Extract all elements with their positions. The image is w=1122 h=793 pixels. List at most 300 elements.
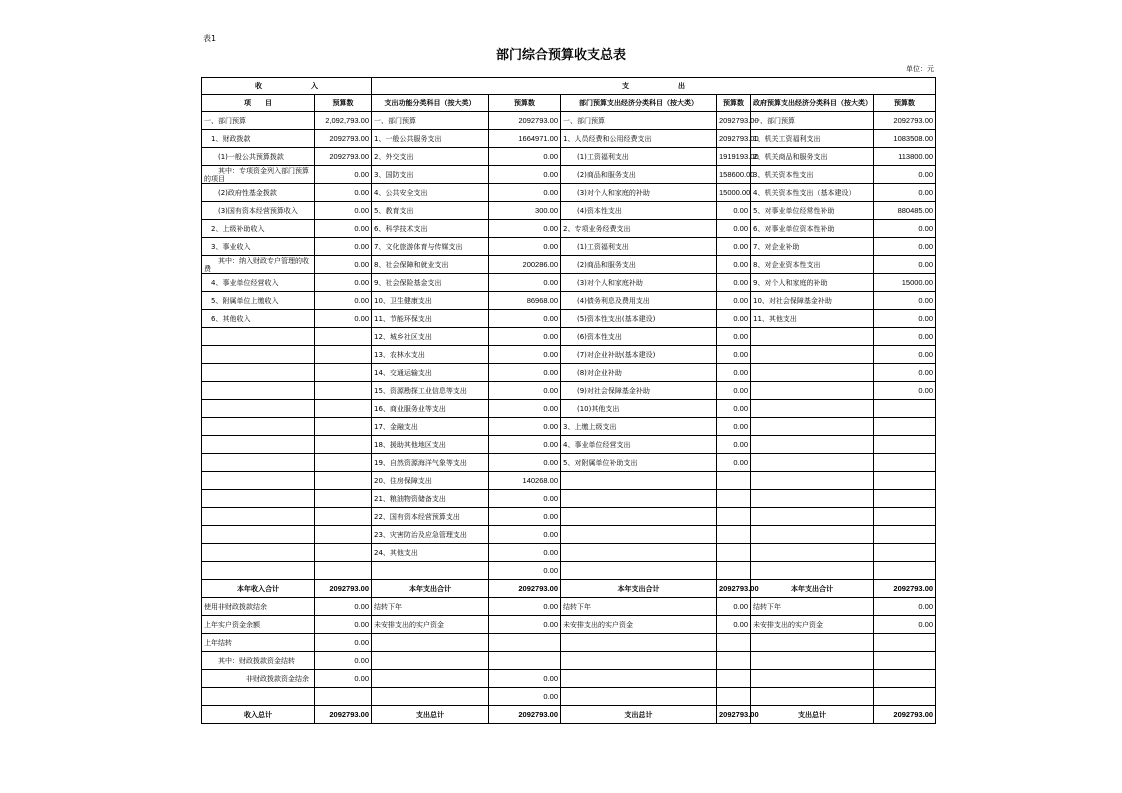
item-cell: [372, 652, 489, 670]
unit-label: 单位：元: [906, 65, 934, 73]
amount-cell: 0.00: [489, 490, 561, 508]
item-cell: [202, 436, 315, 454]
item-cell: (6)资本性支出: [561, 328, 717, 346]
item-cell: 8、对企业资本性支出: [751, 256, 874, 274]
table-row: [202, 256, 936, 274]
item-cell: 未安排支出的实户资金: [372, 616, 489, 634]
amount-cell: 0.00: [717, 328, 751, 346]
item-cell: 4、公共安全支出: [372, 184, 489, 202]
table-row: [202, 184, 936, 202]
amount-cell: [874, 562, 936, 580]
amount-cell: 0.00: [315, 670, 372, 688]
item-cell: 使用非财政拨款结余: [202, 598, 315, 616]
amount-cell: [874, 418, 936, 436]
table-row: [202, 130, 936, 148]
item-cell: 1、财政拨款: [202, 130, 315, 148]
item-cell: [751, 634, 874, 652]
amount-cell: 0.00: [874, 166, 936, 184]
amount-cell: 0.00: [874, 598, 936, 616]
header-row-1: [202, 78, 936, 95]
amount-cell: 0.00: [717, 292, 751, 310]
amount-cell: 0.00: [717, 598, 751, 616]
amount-cell: 0.00: [489, 670, 561, 688]
amount-cell: 0.00: [489, 148, 561, 166]
amount-cell: 86968.00: [489, 292, 561, 310]
item-cell: [202, 688, 315, 706]
col-header-dept-econ: 部门预算支出经济分类科目（按大类）: [561, 95, 717, 112]
item-cell: [202, 454, 315, 472]
amount-cell: 2092793.00: [874, 706, 936, 724]
amount-cell: 0.00: [315, 184, 372, 202]
amount-cell: 0.00: [717, 346, 751, 364]
amount-cell: 0.00: [489, 220, 561, 238]
item-cell: [202, 472, 315, 490]
item-cell: 一、部门预算: [751, 112, 874, 130]
item-cell: (4)债务利息及费用支出: [561, 292, 717, 310]
expense-header: 支 出: [372, 78, 936, 95]
item-cell: [751, 436, 874, 454]
item-cell: 1、一般公共服务支出: [372, 130, 489, 148]
amount-cell: 0.00: [315, 166, 372, 184]
table-row: [202, 454, 936, 472]
item-cell: 14、交通运输支出: [372, 364, 489, 382]
item-cell: [202, 400, 315, 418]
item-cell: [202, 328, 315, 346]
amount-cell: [874, 508, 936, 526]
item-cell: 15、资源勘探工业信息等支出: [372, 382, 489, 400]
item-cell: 本年支出合计: [561, 580, 717, 598]
table-row: [202, 400, 936, 418]
amount-cell: 0.00: [315, 292, 372, 310]
item-cell: 4、事业单位经营支出: [561, 436, 717, 454]
item-cell: 5、对附属单位补助支出: [561, 454, 717, 472]
annual-total-row: [202, 580, 936, 598]
amount-cell: 0.00: [717, 364, 751, 382]
item-cell: [372, 562, 489, 580]
amount-cell: 0.00: [489, 364, 561, 382]
item-cell: (3)对个人和家庭的补助: [561, 184, 717, 202]
amount-cell: 0.00: [717, 382, 751, 400]
amount-cell: 0.00: [874, 184, 936, 202]
item-cell: [751, 526, 874, 544]
amount-cell: [717, 652, 751, 670]
amount-cell: [315, 454, 372, 472]
amount-cell: 0.00: [874, 256, 936, 274]
item-cell: (1)工资福利支出: [561, 148, 717, 166]
item-cell: [561, 562, 717, 580]
item-cell: [202, 544, 315, 562]
item-cell: [561, 634, 717, 652]
amount-cell: 0.00: [489, 508, 561, 526]
item-cell: 16、商业服务业等支出: [372, 400, 489, 418]
amount-cell: 0.00: [874, 382, 936, 400]
item-cell: 支出总计: [751, 706, 874, 724]
item-cell: [751, 472, 874, 490]
col-header-budget: 预算数: [874, 95, 936, 112]
amount-cell: 0.00: [315, 220, 372, 238]
amount-cell: 0.00: [489, 454, 561, 472]
amount-cell: [874, 544, 936, 562]
amount-cell: 15000.00: [874, 274, 936, 292]
item-cell: 结转下年: [561, 598, 717, 616]
page-title: 部门综合预算收支总表: [495, 48, 626, 63]
item-cell: 10、对社会保障基金补助: [751, 292, 874, 310]
table-row: [202, 652, 936, 670]
table-row: [202, 670, 936, 688]
item-cell: [751, 490, 874, 508]
item-cell: (3)国有资本经营预算收入: [202, 202, 315, 220]
item-cell: [751, 328, 874, 346]
amount-cell: [717, 490, 751, 508]
amount-cell: 200286.00: [489, 256, 561, 274]
item-cell: [202, 346, 315, 364]
amount-cell: [717, 544, 751, 562]
amount-cell: 0.00: [489, 346, 561, 364]
item-cell: (1)一般公共预算拨款: [202, 148, 315, 166]
amount-cell: [874, 652, 936, 670]
amount-cell: [315, 328, 372, 346]
amount-cell: 2092793.00: [717, 580, 751, 598]
item-cell: 支出总计: [372, 706, 489, 724]
item-cell: [561, 508, 717, 526]
item-cell: 6、对事业单位资本性补助: [751, 220, 874, 238]
amount-cell: 0.00: [489, 310, 561, 328]
amount-cell: 0.00: [717, 454, 751, 472]
table-row: [202, 418, 936, 436]
amount-cell: [315, 562, 372, 580]
item-cell: [202, 418, 315, 436]
item-cell: [202, 508, 315, 526]
item-cell: 一、部门预算: [372, 112, 489, 130]
item-cell: [561, 526, 717, 544]
amount-cell: 2092793.00: [315, 706, 372, 724]
amount-cell: [874, 454, 936, 472]
grand-total-row: [202, 706, 936, 724]
item-cell: 4、机关资本性支出（基本建设）: [751, 184, 874, 202]
item-cell: [561, 652, 717, 670]
amount-cell: 0.00: [489, 328, 561, 346]
item-cell: 5、对事业单位经常性补助: [751, 202, 874, 220]
item-cell: [561, 544, 717, 562]
amount-cell: 0.00: [874, 220, 936, 238]
item-cell: 7、对企业补助: [751, 238, 874, 256]
amount-cell: 0.00: [489, 688, 561, 706]
item-cell: [751, 670, 874, 688]
item-cell: [372, 688, 489, 706]
amount-cell: 0.00: [315, 598, 372, 616]
amount-cell: [315, 508, 372, 526]
item-cell: [561, 688, 717, 706]
amount-cell: 0.00: [874, 346, 936, 364]
amount-cell: 2092793.00: [717, 706, 751, 724]
item-cell: 一、部门预算: [561, 112, 717, 130]
item-cell: 本年收入合计: [202, 580, 315, 598]
item-cell: 20、住房保障支出: [372, 472, 489, 490]
item-cell: [751, 652, 874, 670]
item-cell: [751, 454, 874, 472]
item-cell: 12、城乡社区支出: [372, 328, 489, 346]
amount-cell: [315, 364, 372, 382]
table-row: [202, 562, 936, 580]
amount-cell: 0.00: [489, 526, 561, 544]
item-cell: 8、社会保障和就业支出: [372, 256, 489, 274]
amount-cell: [874, 490, 936, 508]
amount-cell: 2092793.00: [489, 112, 561, 130]
item-cell: [751, 400, 874, 418]
amount-cell: [315, 544, 372, 562]
item-cell: [372, 634, 489, 652]
amount-cell: 0.00: [315, 634, 372, 652]
amount-cell: 2092793.00: [717, 112, 751, 130]
amount-cell: [874, 472, 936, 490]
item-cell: 上年结转: [202, 634, 315, 652]
table-row: [202, 220, 936, 238]
table-row: [202, 166, 936, 184]
amount-cell: 0.00: [315, 652, 372, 670]
amount-cell: 0.00: [717, 202, 751, 220]
item-cell: 24、其他支出: [372, 544, 489, 562]
item-cell: (8)对企业补助: [561, 364, 717, 382]
item-cell: (2)商品和服务支出: [561, 256, 717, 274]
item-cell: 2、上级补助收入: [202, 220, 315, 238]
item-cell: (5)资本性支出(基本建设): [561, 310, 717, 328]
table-row: [202, 616, 936, 634]
item-cell: 3、上缴上级支出: [561, 418, 717, 436]
amount-cell: 0.00: [489, 382, 561, 400]
table-row: [202, 310, 936, 328]
item-cell: [202, 382, 315, 400]
item-cell: 上年实户资金余额: [202, 616, 315, 634]
col-header-budget: 预算数: [717, 95, 751, 112]
amount-cell: 2092793.00: [315, 580, 372, 598]
item-cell: 19、自然资源海洋气象等支出: [372, 454, 489, 472]
amount-cell: 0.00: [874, 238, 936, 256]
amount-cell: 0.00: [489, 274, 561, 292]
amount-cell: [315, 490, 372, 508]
item-cell: 11、其他支出: [751, 310, 874, 328]
item-cell: 7、文化旅游体育与传媒支出: [372, 238, 489, 256]
item-cell: 2、机关商品和服务支出: [751, 148, 874, 166]
amount-cell: [874, 436, 936, 454]
amount-cell: [717, 508, 751, 526]
amount-cell: [315, 472, 372, 490]
amount-cell: 0.00: [717, 400, 751, 418]
amount-cell: [315, 526, 372, 544]
amount-cell: 0.00: [874, 616, 936, 634]
item-cell: (3)对个人和家庭补助: [561, 274, 717, 292]
item-cell: 13、农林水支出: [372, 346, 489, 364]
amount-cell: 300.00: [489, 202, 561, 220]
table-row: [202, 508, 936, 526]
amount-cell: 0.00: [315, 256, 372, 274]
amount-cell: [315, 418, 372, 436]
amount-cell: 0.00: [717, 310, 751, 328]
item-cell: (1)工资福利支出: [561, 238, 717, 256]
item-cell: 其中：财政拨款资金结转: [202, 652, 315, 670]
item-cell: 6、其他收入: [202, 310, 315, 328]
item-cell: [202, 526, 315, 544]
table-row: [202, 544, 936, 562]
amount-cell: [874, 688, 936, 706]
item-cell: [372, 670, 489, 688]
item-cell: [751, 508, 874, 526]
table-row: [202, 364, 936, 382]
amount-cell: 0.00: [874, 310, 936, 328]
amount-cell: 0.00: [315, 616, 372, 634]
amount-cell: [874, 526, 936, 544]
amount-cell: 1083508.00: [874, 130, 936, 148]
amount-cell: 0.00: [489, 400, 561, 418]
item-cell: 支出总计: [561, 706, 717, 724]
amount-cell: [717, 688, 751, 706]
amount-cell: 0.00: [489, 184, 561, 202]
item-cell: 5、附属单位上缴收入: [202, 292, 315, 310]
item-cell: [751, 418, 874, 436]
table-row: [202, 328, 936, 346]
table-row: [202, 472, 936, 490]
sheet-label: 表1: [203, 34, 217, 43]
item-cell: 9、社会保险基金支出: [372, 274, 489, 292]
col-header-budget: 预算数: [489, 95, 561, 112]
item-cell: (2)商品和服务支出: [561, 166, 717, 184]
item-cell: [751, 346, 874, 364]
table-row: [202, 238, 936, 256]
amount-cell: [874, 400, 936, 418]
item-cell: 1、人员经费和公用经费支出: [561, 130, 717, 148]
item-cell: 收入总计: [202, 706, 315, 724]
table-row: [202, 634, 936, 652]
item-cell: 其中：专项资金列入部门预算的项目: [202, 166, 315, 184]
item-cell: [202, 490, 315, 508]
amount-cell: 0.00: [874, 364, 936, 382]
item-cell: 23、灾害防治及应急管理支出: [372, 526, 489, 544]
col-header-budget: 预算数: [315, 95, 372, 112]
amount-cell: 0.00: [315, 310, 372, 328]
amount-cell: 2,092,793.00: [315, 112, 372, 130]
item-cell: 9、对个人和家庭的补助: [751, 274, 874, 292]
amount-cell: 0.00: [489, 562, 561, 580]
col-header-gov-econ: 政府预算支出经济分类科目（按大类）: [751, 95, 874, 112]
table-row: [202, 346, 936, 364]
amount-cell: 0.00: [489, 418, 561, 436]
amount-cell: [717, 562, 751, 580]
table-row: [202, 436, 936, 454]
item-cell: 18、援助其他地区支出: [372, 436, 489, 454]
table-row: [202, 148, 936, 166]
amount-cell: 0.00: [489, 544, 561, 562]
amount-cell: 0.00: [489, 436, 561, 454]
item-cell: 5、教育支出: [372, 202, 489, 220]
table-row: [202, 688, 936, 706]
item-cell: 3、机关资本性支出: [751, 166, 874, 184]
table-row: [202, 202, 936, 220]
item-cell: (7)对企业补助(基本建设): [561, 346, 717, 364]
col-header-item: 项 目: [202, 95, 315, 112]
amount-cell: 2092793.00: [315, 148, 372, 166]
amount-cell: 2092793.00: [489, 706, 561, 724]
item-cell: [751, 562, 874, 580]
item-cell: 3、国防支出: [372, 166, 489, 184]
item-cell: 21、粮油物资储备支出: [372, 490, 489, 508]
item-cell: 2、外交支出: [372, 148, 489, 166]
item-cell: [561, 490, 717, 508]
item-cell: 6、科学技术支出: [372, 220, 489, 238]
item-cell: 一、部门预算: [202, 112, 315, 130]
amount-cell: 1919193.00: [717, 148, 751, 166]
item-cell: 未安排支出的实户资金: [561, 616, 717, 634]
item-cell: 11、节能环保支出: [372, 310, 489, 328]
amount-cell: [717, 670, 751, 688]
amount-cell: 0.00: [315, 238, 372, 256]
item-cell: 结转下年: [751, 598, 874, 616]
item-cell: 2、专项业务经费支出: [561, 220, 717, 238]
amount-cell: 2092793.00: [874, 580, 936, 598]
amount-cell: 0.00: [874, 328, 936, 346]
header-row-2: [202, 95, 936, 112]
amount-cell: 0.00: [315, 202, 372, 220]
amount-cell: [489, 652, 561, 670]
item-cell: 17、金融支出: [372, 418, 489, 436]
table-row: [202, 526, 936, 544]
col-header-func-cat: 支出功能分类科目（按大类）: [372, 95, 489, 112]
amount-cell: [315, 346, 372, 364]
amount-cell: 0.00: [489, 616, 561, 634]
amount-cell: 0.00: [717, 418, 751, 436]
amount-cell: [717, 526, 751, 544]
amount-cell: [315, 382, 372, 400]
income-header: 收 入: [202, 78, 372, 95]
amount-cell: 2092793.00: [489, 580, 561, 598]
item-cell: 3、事业收入: [202, 238, 315, 256]
amount-cell: 15000.00: [717, 184, 751, 202]
amount-cell: 2092793.00: [874, 112, 936, 130]
table-row: [202, 490, 936, 508]
item-cell: [751, 382, 874, 400]
amount-cell: [315, 400, 372, 418]
table-row: [202, 112, 936, 130]
amount-cell: 2092793.00: [315, 130, 372, 148]
amount-cell: 0.00: [489, 598, 561, 616]
amount-cell: 0.00: [717, 220, 751, 238]
item-cell: [561, 472, 717, 490]
table-row: [202, 274, 936, 292]
amount-cell: 0.00: [489, 238, 561, 256]
amount-cell: [489, 634, 561, 652]
item-cell: [751, 544, 874, 562]
amount-cell: 0.00: [489, 166, 561, 184]
amount-cell: 158600.00: [717, 166, 751, 184]
item-cell: 未安排支出的实户资金: [751, 616, 874, 634]
amount-cell: 2092793.00: [717, 130, 751, 148]
amount-cell: 0.00: [717, 274, 751, 292]
item-cell: [751, 364, 874, 382]
budget-table: [201, 77, 936, 724]
item-cell: 1、机关工资福利支出: [751, 130, 874, 148]
amount-cell: 0.00: [717, 256, 751, 274]
amount-cell: [315, 688, 372, 706]
amount-cell: 140268.00: [489, 472, 561, 490]
amount-cell: 0.00: [717, 436, 751, 454]
table-row: [202, 292, 936, 310]
amount-cell: [717, 472, 751, 490]
item-cell: [751, 688, 874, 706]
amount-cell: [315, 436, 372, 454]
amount-cell: 0.00: [717, 616, 751, 634]
amount-cell: 880485.00: [874, 202, 936, 220]
item-cell: 22、国有资本经营预算支出: [372, 508, 489, 526]
item-cell: (10)其他支出: [561, 400, 717, 418]
amount-cell: 1664971.00: [489, 130, 561, 148]
